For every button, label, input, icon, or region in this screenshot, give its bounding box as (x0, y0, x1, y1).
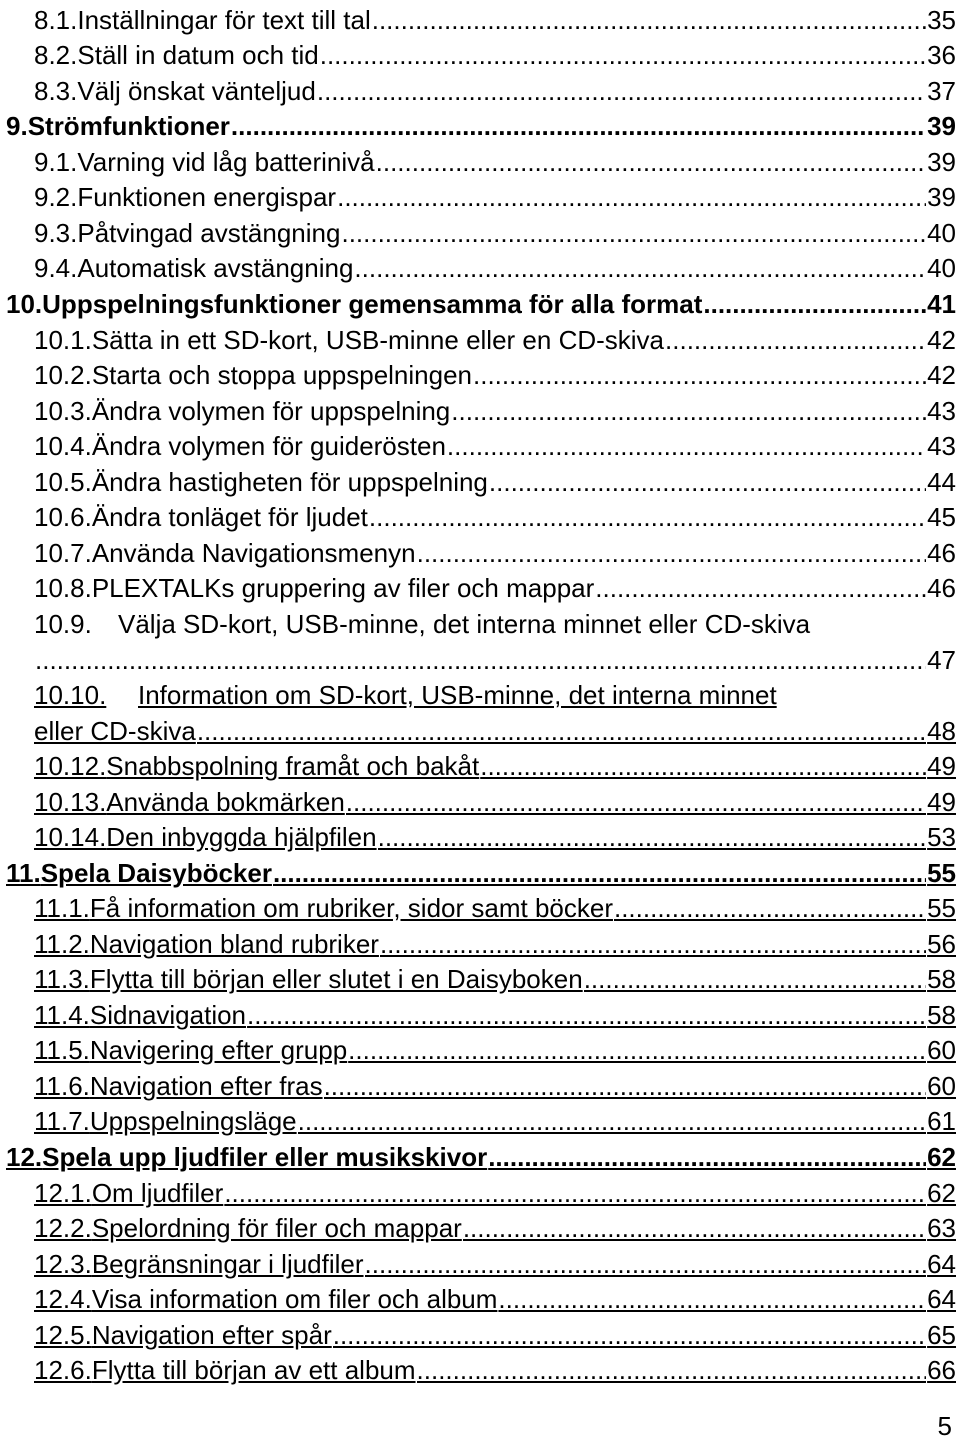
toc-entry-page: 35 (927, 5, 956, 35)
toc-entry-title: Information om SD-kort, USB-minne, det interna minnet (138, 680, 777, 710)
toc-entry-title: Få information om rubriker, sidor samt böcker (89, 893, 613, 923)
toc-entry-title: Använda Navigationsmenyn (91, 538, 416, 568)
toc-entry-page: 46 (927, 538, 956, 568)
toc-entry-page: 42 (927, 360, 956, 390)
toc-entry-page: 49 (927, 787, 956, 817)
toc-entry[interactable] (0, 73, 960, 109)
toc-entry-title: Navigation bland rubriker (89, 929, 379, 959)
toc-entry[interactable] (0, 499, 960, 535)
toc-leader-dots (317, 73, 926, 109)
toc-entry-title: Välj önskat vänteljud (77, 76, 316, 106)
toc-entry-title-continuation: eller CD-skiva (34, 716, 196, 746)
toc-entry-page: 62 (927, 1178, 956, 1208)
toc-entry-number: 12.6. (34, 1355, 92, 1385)
toc-entry[interactable] (0, 393, 960, 429)
toc-entry-title: Påtvingad avstängning (77, 218, 341, 248)
toc-leader-dots (489, 464, 926, 500)
toc-entry-page: 48 (927, 716, 956, 746)
toc-entry-title: Navigering efter grupp (89, 1035, 348, 1065)
toc-entry[interactable] (0, 1281, 960, 1317)
toc-entry-page: 65 (927, 1320, 956, 1350)
toc-leader-dots (488, 1139, 926, 1175)
toc-entry[interactable] (0, 1210, 960, 1246)
toc-entry[interactable] (0, 357, 960, 393)
toc-entry-page: 44 (927, 467, 956, 497)
toc-leader-dots (298, 1103, 926, 1139)
toc-leader-dots (498, 1281, 926, 1317)
toc-entry-number: 10.3. (34, 396, 92, 426)
toc-leader-dots (224, 1175, 926, 1211)
toc-entry-number: 10.12. (34, 751, 107, 781)
toc-leader-dots (463, 1210, 926, 1246)
toc-entry-number: 10.5. (34, 467, 92, 497)
toc-entry-title: PLEXTALKs gruppering av filer och mappar (91, 573, 595, 603)
page-number: 5 (937, 1411, 952, 1441)
toc-leader-dots (614, 890, 926, 926)
toc-entry-title: Spela Daisyböcker (40, 858, 272, 888)
toc-entry-title: Flytta till början eller slutet i en Daisyboken (89, 964, 583, 994)
toc-leader-dots (273, 855, 926, 891)
toc-entry-page: 37 (927, 76, 956, 106)
toc-entry-title: Flytta till början av ett album (91, 1355, 416, 1385)
toc-entry-number: 10.10. (34, 680, 107, 710)
toc-entry-number: 10.4. (34, 431, 92, 461)
toc-leader-dots (247, 997, 926, 1033)
toc-leader-dots (417, 535, 926, 571)
toc-entry-title: Spelordning för filer och mappar (91, 1213, 462, 1243)
toc-leader-dots (451, 393, 926, 429)
toc-entry-number: 10.6. (34, 502, 92, 532)
toc-chapter-entry[interactable] (0, 855, 960, 891)
toc-entry-number: 11.4. (34, 1000, 90, 1030)
toc-entry-number: 9.1. (34, 147, 78, 177)
toc-entry-number: 8.1. (34, 5, 78, 35)
toc-entry[interactable] (0, 428, 960, 464)
toc-entry-title: Ändra tonläget för ljudet (91, 502, 368, 532)
toc-leader-dots (35, 642, 926, 678)
toc-entry-number: 11.1. (34, 893, 90, 923)
toc-entry[interactable] (0, 464, 960, 500)
toc-entry-number: 9.4. (34, 253, 78, 283)
toc-entry-number: 8.2. (34, 40, 78, 70)
toc-chapter-entry[interactable] (0, 1139, 960, 1175)
toc-leader-dots (337, 179, 926, 215)
toc-entry[interactable] (0, 215, 960, 251)
toc-leader-dots (197, 713, 926, 749)
toc-entry-number: 10.8. (34, 573, 92, 603)
toc-entry-page: 63 (927, 1213, 956, 1243)
toc-entry[interactable] (0, 784, 960, 820)
toc-entry-title: Spela upp ljudfiler eller musikskivor (42, 1142, 488, 1172)
toc-entry[interactable] (0, 1032, 960, 1068)
toc-leader-dots (378, 819, 926, 855)
toc-entry[interactable] (0, 250, 960, 286)
toc-entry-number: 8.3. (34, 76, 78, 106)
toc-entry-number: 10.9. (34, 609, 92, 639)
toc-entry-page: 45 (927, 502, 956, 532)
toc-leader-dots (369, 499, 926, 535)
toc-entry-page: 56 (927, 929, 956, 959)
toc-entry-number: 12. (6, 1142, 43, 1172)
toc-entry[interactable] (0, 144, 960, 180)
toc-leader-dots (665, 322, 926, 358)
toc-leader-dots (380, 926, 926, 962)
toc-entry[interactable] (0, 570, 960, 606)
toc-entry[interactable] (0, 1068, 960, 1104)
toc-entry-number: 11.6. (34, 1071, 90, 1101)
toc-entry-number: 10.13. (34, 787, 107, 817)
toc-entry-number: 10.7. (34, 538, 92, 568)
toc-leader-dots (480, 748, 926, 784)
toc-leader-dots (447, 428, 926, 464)
toc-entry[interactable] (0, 2, 960, 38)
toc-entry[interactable] (0, 606, 960, 678)
toc-leader-dots (354, 250, 926, 286)
toc-entry-title: Ändra volymen för uppspelning (91, 396, 451, 426)
toc-entry-title: Snabbspolning framåt och bakåt (106, 751, 480, 781)
toc-entry-page: 39 (927, 111, 956, 141)
toc-entry-page: 41 (927, 289, 956, 319)
toc-entry-page: 66 (927, 1355, 956, 1385)
toc-entry-page: 39 (927, 182, 956, 212)
toc-entry-number: 11.3. (34, 964, 90, 994)
toc-leader-dots (346, 784, 926, 820)
toc-entry-title: Använda bokmärken (106, 787, 345, 817)
toc-entry-title: Visa information om filer och album (91, 1284, 498, 1314)
toc-entry[interactable] (0, 1175, 960, 1211)
toc-entry-page: 39 (927, 147, 956, 177)
toc-entry-title: Varning vid låg batterinivå (77, 147, 375, 177)
toc-entry-page: 43 (927, 431, 956, 461)
toc-entry-title: Ändra volymen för guiderösten (91, 431, 446, 461)
toc-entry-number: 10. (6, 289, 43, 319)
toc-entry-number: 12.3. (34, 1249, 92, 1279)
toc-entry[interactable] (0, 1103, 960, 1139)
toc-entry-title: Uppspelningsläge (89, 1106, 297, 1136)
toc-entry[interactable] (0, 179, 960, 215)
toc-entry-title: Uppspelningsfunktioner gemensamma för alla format (42, 289, 703, 319)
toc-entry-number: 9.2. (34, 182, 78, 212)
toc-entry-page: 42 (927, 325, 956, 355)
toc-leader-dots (703, 286, 926, 322)
toc-entry-title: Navigation efter fras (89, 1071, 323, 1101)
toc-entry-number: 10.1. (34, 325, 92, 355)
toc-entry-page: 62 (927, 1142, 956, 1172)
toc-entry[interactable] (0, 1317, 960, 1353)
toc-entry-title: Ändra hastigheten för uppspelning (91, 467, 488, 497)
toc-entry-page: 64 (927, 1284, 956, 1314)
toc-entry-title: Ställ in datum och tid (77, 40, 319, 70)
toc-leader-dots (595, 570, 926, 606)
toc-entry-number: 12.1. (34, 1178, 92, 1208)
toc-entry-number: 11.7. (34, 1106, 90, 1136)
toc-entry-title: Om ljudfiler (91, 1178, 224, 1208)
toc-entry-title: Navigation efter spår (91, 1320, 332, 1350)
toc-entry-title: Automatisk avstängning (77, 253, 354, 283)
toc-entry-number: 10.14. (34, 822, 107, 852)
toc-entry-title: Sidnavigation (89, 1000, 247, 1030)
toc-leader-dots (320, 37, 926, 73)
toc-entry-page: 53 (927, 822, 956, 852)
toc-entry-number: 10.2. (34, 360, 92, 390)
toc-chapter-entry[interactable] (0, 286, 960, 322)
toc-entry-number: 9.3. (34, 218, 78, 248)
toc-entry-page: 40 (927, 218, 956, 248)
toc-entry-page: 58 (927, 964, 956, 994)
toc-entry-title: Sätta in ett SD-kort, USB-minne eller en CD-skiva (91, 325, 665, 355)
toc-leader-dots (365, 1246, 927, 1282)
toc-entry-number: 12.5. (34, 1320, 92, 1350)
toc-entry[interactable] (0, 997, 960, 1033)
toc-entry[interactable] (0, 890, 960, 926)
toc-entry-page: 60 (927, 1071, 956, 1101)
toc-entry-page: 55 (927, 858, 956, 888)
toc-entry-page: 58 (927, 1000, 956, 1030)
toc-entry[interactable] (0, 1246, 960, 1282)
toc-leader-dots (324, 1068, 927, 1104)
toc-entry-title: Funktionen energispar (77, 182, 337, 212)
toc-entry-page: 47 (927, 645, 956, 675)
toc-leader-dots (348, 1032, 926, 1068)
toc-entry-page: 60 (927, 1035, 956, 1065)
toc-entry-page: 61 (927, 1106, 956, 1136)
toc-entry[interactable] (0, 677, 960, 749)
toc-entry[interactable] (0, 819, 960, 855)
toc-entry-title: Begränsningar i ljudfiler (91, 1249, 364, 1279)
toc-entry-page: 64 (927, 1249, 956, 1279)
toc-entry-number: 12.2. (34, 1213, 92, 1243)
toc-entry-number: 12.4. (34, 1284, 92, 1314)
toc-leader-dots (584, 961, 926, 997)
toc-entry-page: 40 (927, 253, 956, 283)
toc-entry[interactable] (0, 535, 960, 571)
toc-entry-title: Strömfunktioner (27, 111, 230, 141)
toc-entry-page: 55 (927, 893, 956, 923)
toc-leader-dots (341, 215, 926, 251)
toc-entry-number: 11. (6, 858, 41, 888)
toc-entry-title: Den inbyggda hjälpfilen (106, 822, 377, 852)
toc-chapter-entry[interactable] (0, 108, 960, 144)
toc-entry[interactable] (0, 926, 960, 962)
toc-leader-dots (231, 108, 926, 144)
toc-entry-number: 11.2. (34, 929, 90, 959)
toc-leader-dots (333, 1317, 926, 1353)
toc-entry-title: Starta och stoppa uppspelningen (91, 360, 473, 390)
toc-leader-dots (473, 357, 926, 393)
toc-entry-page: 49 (927, 751, 956, 781)
toc-entry-page: 46 (927, 573, 956, 603)
toc-entry-title: Inställningar för text till tal (77, 5, 371, 35)
toc-leader-dots (376, 144, 926, 180)
toc-entry-page: 43 (927, 396, 956, 426)
toc-leader-dots (417, 1352, 927, 1388)
toc-entry[interactable] (0, 322, 960, 358)
toc-entry[interactable] (0, 1352, 960, 1388)
toc-entry-number: 9. (6, 111, 28, 141)
toc-entry[interactable] (0, 37, 960, 73)
toc-entry-title: Välja SD-kort, USB-minne, det interna minnet eller CD-skiva (118, 609, 811, 639)
toc-entry-page: 36 (927, 40, 956, 70)
toc-entry-number: 11.5. (34, 1035, 90, 1065)
toc-entry[interactable] (0, 961, 960, 997)
toc-entry[interactable] (0, 748, 960, 784)
toc-leader-dots (372, 2, 926, 38)
